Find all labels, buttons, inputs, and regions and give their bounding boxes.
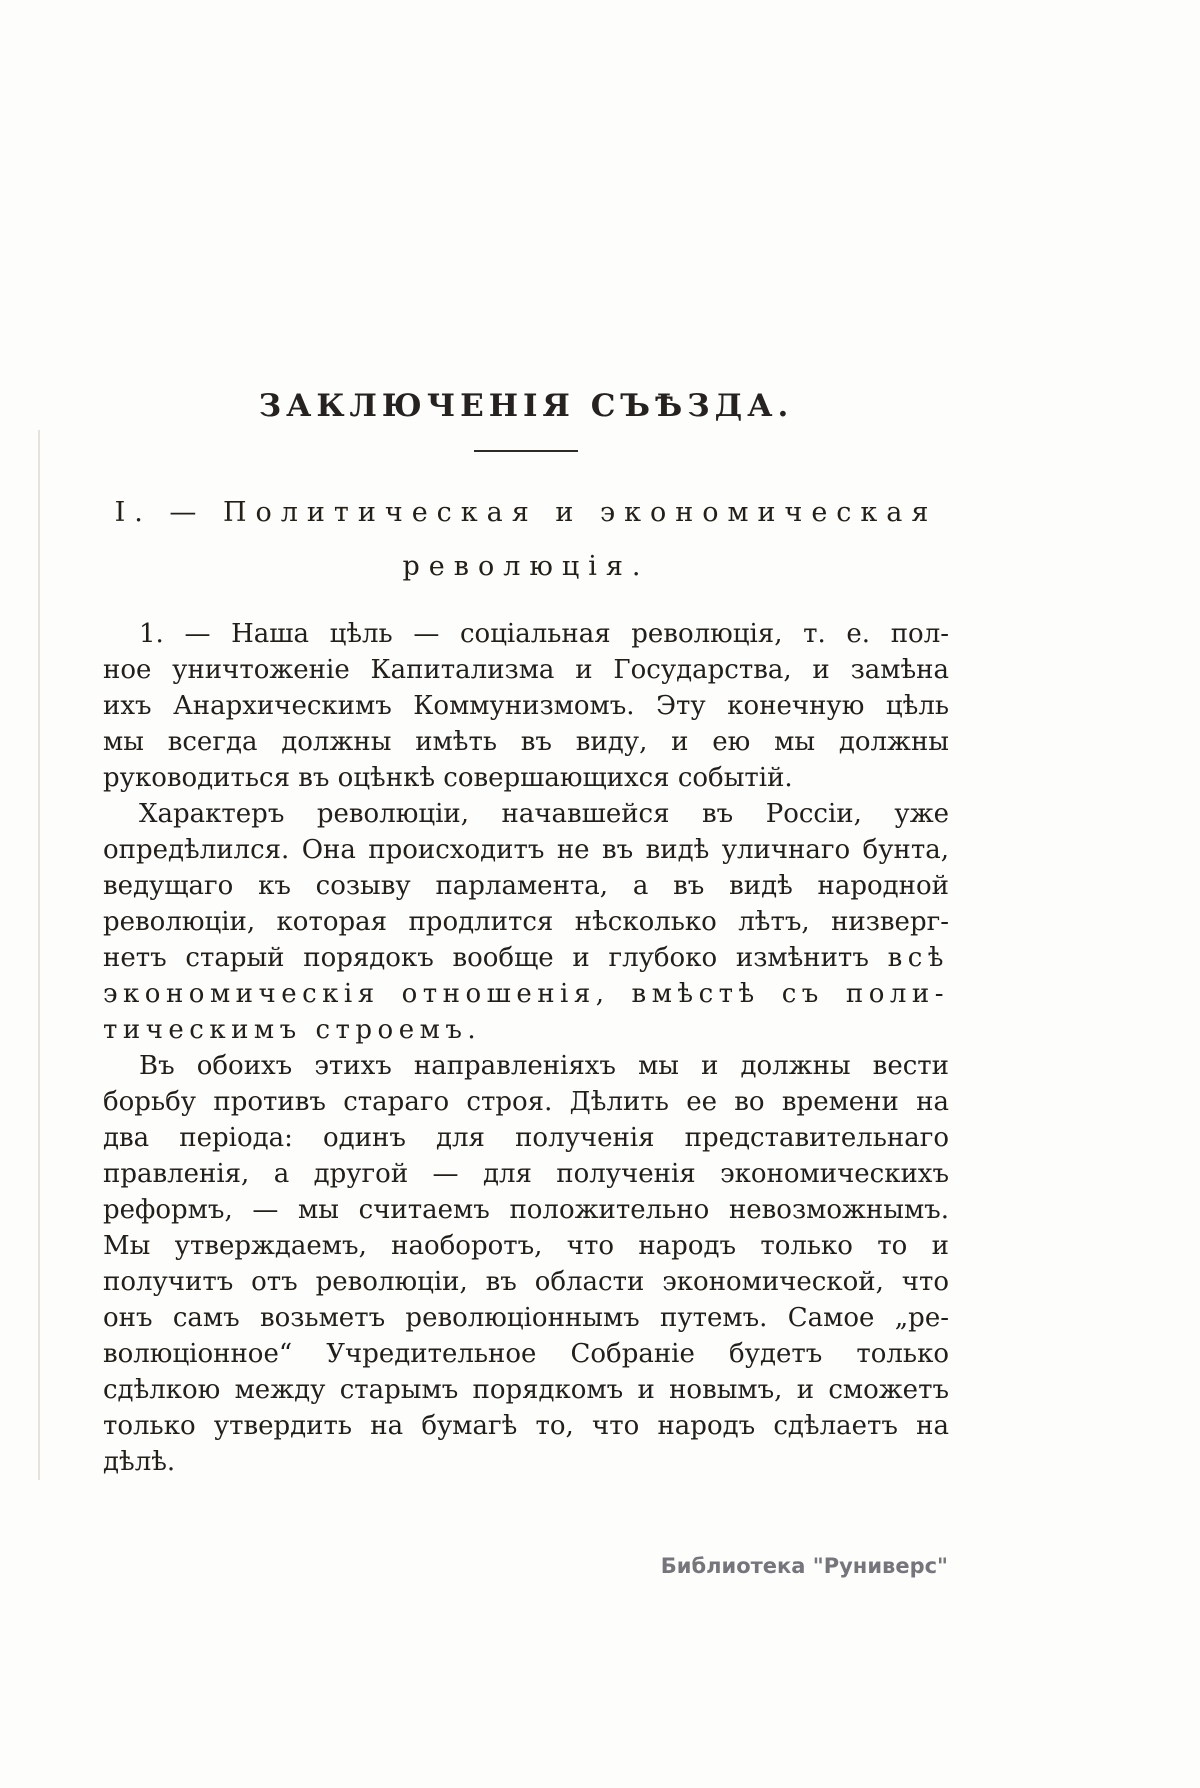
text-segment: революціи, которая продлится нѣсколько лѣтъ, низверг- <box>103 907 949 937</box>
text-segment: сдѣлкою между старымъ порядкомъ и новымъ, и сможетъ <box>103 1375 949 1405</box>
text-segment: правленія, а другой — для полученія экономическихъ <box>103 1159 949 1189</box>
text-segment: ведущаго къ созыву парламента, а въ видѣ народной <box>103 871 949 901</box>
text-line <box>103 904 949 940</box>
text-segment: дѣлѣ. <box>103 1447 176 1477</box>
text-segment: ихъ Анархическимъ Коммунизмомъ. Эту конечную цѣль <box>103 691 949 721</box>
text-line <box>103 652 949 688</box>
text-line <box>103 688 949 724</box>
text-line <box>103 796 949 832</box>
emphasized-text: всѣ <box>887 943 949 973</box>
text-segment: Мы утверждаемъ, наоборотъ, что народъ только то и <box>103 1231 949 1261</box>
paragraph <box>103 796 949 1048</box>
text-segment: Въ обоихъ этихъ направленіяхъ мы и должны вести <box>139 1051 949 1081</box>
text-line <box>103 1444 949 1480</box>
text-line <box>103 868 949 904</box>
paragraph <box>103 616 949 796</box>
page-title: ЗАКЛЮЧЕНІЯ СЪѢЗДА. <box>258 388 794 424</box>
text-segment: только утвердить на бумагѣ то, что народъ сдѣлаетъ на <box>103 1411 949 1441</box>
text-line <box>103 1372 949 1408</box>
emphasized-text: тическимъ строемъ. <box>103 1015 482 1045</box>
text-segment: ное уничтоженіе Капитализма и Государства, и замѣна <box>103 655 949 685</box>
body-text <box>103 616 949 1480</box>
text-line <box>103 976 949 1012</box>
emphasized-text: экономическія отношенія, вмѣстѣ съ поли- <box>103 979 949 1009</box>
text-segment: опредѣлился. Она происходитъ не въ видѣ уличнаго бунта, <box>103 835 949 865</box>
text-segment: 1. — Наша цѣль — соціальная революція, т. е. пол- <box>139 619 949 649</box>
text-line <box>103 1084 949 1120</box>
text-segment: онъ самъ возьметъ революціоннымъ путемъ. Самое „ре- <box>103 1303 949 1333</box>
text-line <box>103 724 949 760</box>
text-block <box>103 0 949 1480</box>
text-segment: борьбу противъ стараго строя. Дѣлить ее во времени на <box>103 1087 949 1117</box>
text-line <box>103 832 949 868</box>
text-segment: два періода: одинъ для полученія представительнаго <box>103 1123 949 1153</box>
text-line <box>103 1120 949 1156</box>
text-line <box>103 1264 949 1300</box>
text-line <box>103 1192 949 1228</box>
text-segment: руководиться въ оцѣнкѣ совершающихся событій. <box>103 763 793 793</box>
section-heading <box>103 486 949 594</box>
text-line <box>103 1336 949 1372</box>
text-line <box>103 760 949 796</box>
text-line <box>103 1408 949 1444</box>
text-segment: мы всегда должны имѣть въ виду, и ею мы должны <box>103 727 949 757</box>
text-line <box>103 1228 949 1264</box>
text-line <box>103 1300 949 1336</box>
text-line <box>103 1012 949 1048</box>
text-line <box>103 1156 949 1192</box>
text-segment: Характеръ революціи, начавшейся въ Россіи, уже <box>139 799 949 829</box>
text-segment: нетъ старый порядокъ вообще и глубоко измѣнитъ <box>103 943 888 973</box>
text-segment: волюціонное“ Учредительное Собраніе будетъ только <box>103 1339 949 1369</box>
text-segment: реформъ, — мы считаемъ положительно невозможнымъ. <box>103 1195 949 1225</box>
section-heading-line2: революція. <box>402 551 650 582</box>
text-line <box>103 1048 949 1084</box>
text-line <box>103 940 949 976</box>
section-heading-line1: I. — Политическая и экономическая <box>114 497 938 528</box>
text-segment: получитъ отъ революціи, въ области экономической, что <box>103 1267 949 1297</box>
title-divider <box>474 450 578 452</box>
library-watermark: Библиотека "Руниверс" <box>660 1554 948 1578</box>
page-edge-shadow <box>38 430 40 1480</box>
paragraph <box>103 1048 949 1480</box>
text-line <box>103 616 949 652</box>
